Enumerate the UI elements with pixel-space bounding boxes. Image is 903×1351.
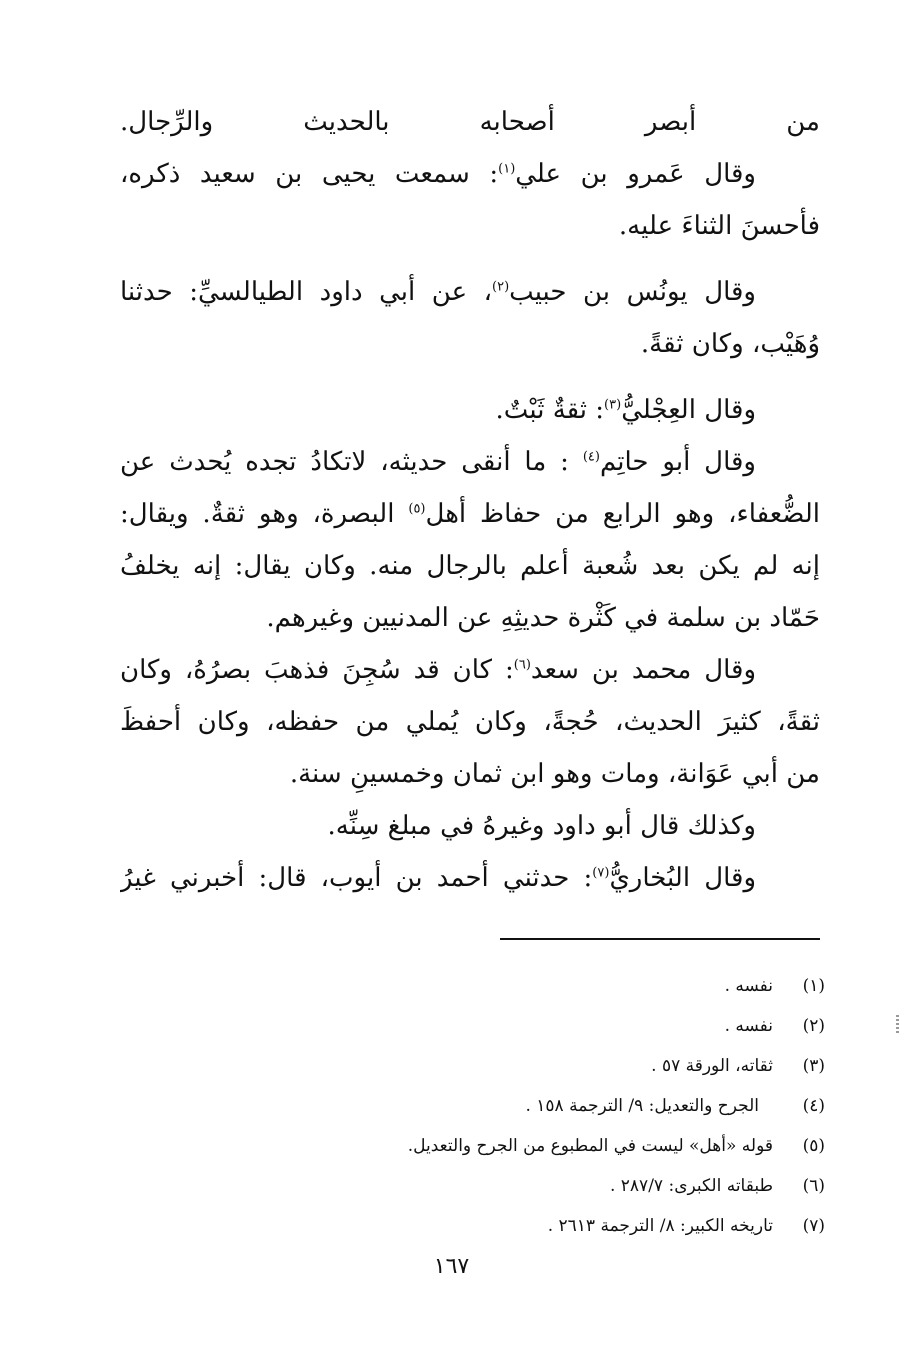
footnote-ref-5[interactable]: (٥) [408,501,426,517]
page-number: ١٦٧ [433,1254,470,1279]
footnote-2 [300,1006,825,1046]
text-line-7: وقال أبو حاتِم$^{(٤)}$ : ما أنقى حديثه، لاتكادُ تجده يُحدث عن [120,447,756,477]
text-line-15: وقال البُخاريُّ$^{(٧)}$: حدثني أحمد بن أيوب، قال: أخبرني غيرُ [120,863,756,893]
text-line-12: ثقةً، كثيرَ الحديث، حُجةً، وكان يُملي من حفظه، وكان أحفظَ [120,707,820,737]
footnote-text: طبقاته الكبرى: ٢٨٧/٧ . [609,1176,773,1196]
text-line-11: وقال محمد بن سعد$^{(٦)}$: كان قد سُجِنَ فذهبَ بصرُهُ، وكان [120,655,756,685]
footnote-5 [300,1126,825,1166]
text-line-14: وكذلك قال أبو داود وغيرهُ في مبلغ سِنِّه. [327,811,756,841]
text-line-10: حَمّاد بن سلمة في كَثْرة حديثِهِ عن المدنيين وغيرهم. [266,603,820,633]
scan-speck [896,1015,899,1033]
text-line-3: فأحسنَ الثناءَ عليه. [618,211,820,241]
footnote-text: نفسه . [724,1016,773,1036]
footnote-number: (٦) [802,1176,825,1196]
footnote-number: (١) [802,976,825,996]
footnote-number: (٣) [802,1056,825,1076]
footnote-text: الجرح والتعديل: ٩/ الترجمة ١٥٨ . [525,1096,759,1116]
footnote-ref-3[interactable]: (٣) [604,397,622,413]
footnote-ref-2[interactable]: (٢) [492,279,510,295]
main-text [120,96,820,904]
footnote-3 [300,1046,825,1086]
footnote-ref-4[interactable]: (٤) [582,449,600,465]
footnote-number: (٢) [802,1016,825,1036]
text-line-9: إنه لم يكن بعد شُعبة أعلم بالرجال منه. وكان يقال: إنه يخلفُ [120,551,820,581]
footnote-7 [300,1206,825,1246]
text-line-4: وقال يونُس بن حبيب$^{(٢)}$، عن أبي داود الطيالسيِّ: حدثنا [120,277,756,307]
footnote-1 [300,966,825,1006]
text-line-1: من أبصر أصحابه بالحديث والرِّجال. [120,107,820,137]
footnote-4 [300,1086,825,1126]
text-line-6: وقال العِجْليُّ$^{(٣)}$: ثقةٌ ثَبْتٌ. [495,395,756,425]
footnotes [300,966,825,1246]
footnote-text: تاريخه الكبير: ٨/ الترجمة ٢٦١٣ . [547,1216,773,1236]
text-line-2: وقال عَمرو بن علي$^{(١)}$: سمعت يحيى بن سعيد ذكره، [120,159,756,189]
text-line-5: وُهَيْب، وكان ثقةً. [640,329,820,359]
footnote-separator [500,938,820,940]
footnote-text: قوله «أهل» ليست في المطبوع من الجرح والتعديل. [407,1136,773,1156]
footnote-6 [300,1166,825,1206]
text-line-8: الضُّعفاء، وهو الرابع من حفاظ أهل$^{(٥)}$ البصرة، وهو ثقةٌ. ويقال: [120,499,820,529]
footnote-number: (٤) [802,1096,825,1116]
footnote-number: (٧) [802,1216,825,1236]
footnote-ref-7[interactable]: (٧) [592,865,610,881]
footnote-ref-6[interactable]: (٦) [513,657,531,673]
footnote-text: ثقاته، الورقة ٥٧ . [651,1056,773,1076]
text-line-13: من أبي عَوَانة، ومات وهو ابن ثمان وخمسينِ سنة. [289,759,820,789]
footnote-number: (٥) [802,1136,825,1156]
footnote-ref-1[interactable]: (١) [498,161,516,177]
footnote-text: نفسه . [724,976,773,996]
